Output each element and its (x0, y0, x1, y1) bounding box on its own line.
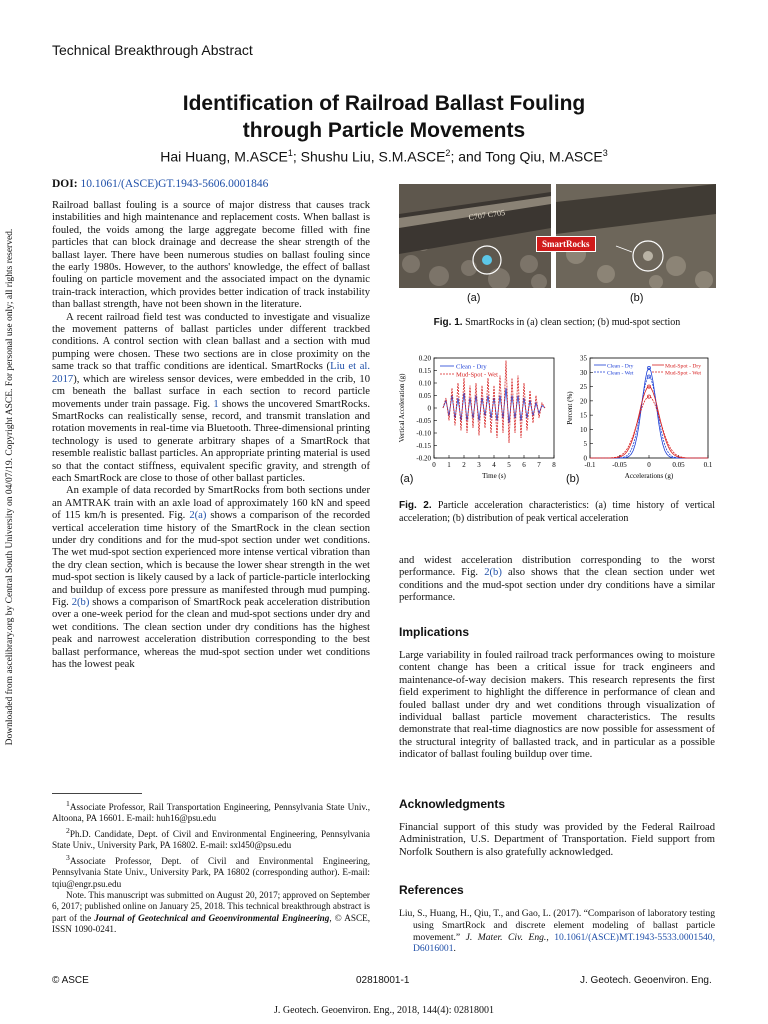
footer-page-id: 02818001-1 (356, 975, 410, 986)
body-left-column (52, 200, 370, 671)
x-tick-label: 0 (432, 461, 436, 469)
manuscript-note (52, 890, 370, 936)
p3-text-a: An example of data recorded by SmartRocks from both sections under an AMTRAK train with an axle load of approximately 160 kN and speed of 115 km/h is presented. Fig. (52, 485, 370, 522)
y-tick-label: -0.05 (416, 417, 431, 425)
y-tick-label: 5 (583, 440, 587, 449)
journal-name: Journal of Geotechnical and Geoenvironmental Engineering (94, 912, 330, 923)
x-tick-label: 3 (477, 461, 481, 469)
footer-copyright: © ASCE (52, 975, 89, 986)
y-tick-label: 0.05 (418, 392, 431, 400)
implications-heading: Implications (399, 625, 470, 639)
download-note: Downloaded from ascelibrary.org by Central South University on 04/07/19. Copyright ASCE. For personal use only; all rights reserved. (5, 228, 15, 746)
paragraph-3 (52, 485, 370, 671)
x-tick-label: 1 (447, 461, 451, 469)
y-tick-label: 0.10 (418, 379, 431, 388)
ref-journal: J. Mater. Civ. Eng. (465, 931, 547, 943)
note-text-b: , © ASCE, ISSN 1090-0241. (52, 912, 370, 935)
x-tick-label: -0.1 (584, 461, 596, 469)
footnote-3-text: Associate Professor, Dept. of Civil and Environmental Engineering, Pennsylvania State Univ., University Park, PA 16802 (corresponding author). E-mail: tqiu@engr.psu.edu (52, 855, 370, 889)
p2-text-a: A recent railroad field test was conducted to investigate and visualize the movement patterns of ballast particles under different trackbed conditions. A control section with clean ballast and a section with mud pumping were chosen. These two sections are in close proximity on the same track so that traffic conditions are identical. SmartRocks ( (52, 311, 370, 373)
x-tick-label: 8 (552, 461, 556, 469)
author-1-affil: 1 (287, 148, 293, 158)
fig2a-ref-link[interactable]: 2(a) (189, 510, 207, 522)
y-tick-label: 35 (580, 354, 587, 363)
p2-text-c: shows the uncovered SmartRocks. SmartRocks can realistically sense, record, and transmit translation and rotation movements in real-time via Bluetooth. Three-dimensional printing technology is used to generate arbitrary shapes of a SmartRock that resemble realistic ballast particles. An appropriate printing material is used so that the contact stiffness, equivalent specific gravity, and strength of each SmartRock are close to those of other ballast particles. (52, 398, 370, 484)
implications-paragraph: Large variability in fouled railroad track performances owing to moisture content change has been a critical issue for track engineers and maintenance-of-way decision makers. This research represents the first field experiment to highlight the difference in performance of clean and fouled ballast under dry and wet conditions through visualization of individual ballast particle movement characteristics. The results demonstrate that real-time diagnostics are now possible for assessment of the structural integrity of ballasted track, and in particular as a possible indicator of ballast fouling buildup over time. (399, 650, 715, 761)
acknowledgments-text (399, 822, 715, 859)
fig2-caption-label: Fig. 2. (399, 500, 432, 511)
doi-label: DOI: (52, 178, 78, 190)
y-tick-label: 0 (583, 454, 587, 463)
y-tick-label: -0.15 (416, 442, 431, 450)
fig1-label-a: (a) (467, 292, 481, 304)
p2-text-b: ), which are wireless sensor devices, were embedded in the crib, 10 cm beneath the ballast surface in each section to record particle movements under train passage. Fig. (52, 373, 370, 410)
x-tick-label: 0.1 (703, 461, 713, 469)
footnote-2-text: Ph.D. Candidate, Dept. of Civil and Environmental Engineering, Pennsylvania State Univ., University Park, PA 16802. E-mail: sxl450@psu.edu (52, 828, 370, 851)
fig2a-chart (392, 350, 560, 490)
y-tick-label: 15 (580, 411, 587, 420)
fig2b-ref-link[interactable]: 2(b) (71, 597, 90, 608)
rail-mark-text: C707 C705 (468, 207, 506, 222)
references-heading: References (399, 883, 464, 897)
y-axis-label: Vertical Acceleration (g) (398, 373, 406, 443)
fig2-caption (399, 500, 715, 525)
curve-clean-wet (590, 377, 708, 458)
legend-label: Mud-Spot - Wet (665, 370, 702, 377)
legend-label: Mud-Spot - Wet (456, 371, 498, 379)
y-tick-label: 0.15 (418, 367, 431, 375)
acknowledgments-paragraph: Financial support of this study was provided by the Federal Railroad Administration, U.S. Department of Transportation. Field support from Norfolk Southern is also gratefully acknowledged. (399, 822, 715, 858)
paper-title (60, 90, 708, 144)
authors (60, 148, 708, 165)
author-3-affil: 3 (602, 148, 608, 158)
p3-text-b: shows a comparison of the recorded vertical acceleration time history of the SmartRock in the clean section under dry conditions and for the mud-spot section under wet conditions. The wet mud-spot section experienced more intense vertical vibration than the dry clean section, which is because the lower shear strength in the wet mud-spot section is likely caused by a lack of particle-particle interlocking and buildup of excess pore pressure as manifested through mud pumping. Fig. (52, 510, 370, 608)
y-tick-label: 0.20 (418, 354, 431, 363)
acknowledgments-heading: Acknowledgments (399, 797, 506, 811)
body-right-continued (399, 555, 715, 605)
cont-text-b: also shows that the clean section under wet conditions and the mud-spot section under dry conditions have a similar performance. (399, 567, 715, 604)
paragraph-1: Railroad ballast fouling is a source of major distress that causes track instabilities and high maintenance and replacement costs. When ballast is fouled, the voids among the large aggregate become filled with fine particles that can block drainage and decrease the shear strength of the ballast layer. There have been numerous studies on ballast fouling since the early 1980s. However, to the authors' knowledge, the effect of ballast fouling on particle movement and the associated impact on the dynamic train-track interaction, which provides better indication of track instability than ballast strength, have not been shown in the literature. (52, 200, 370, 311)
author-1: Hai Huang, M.ASCE (160, 148, 288, 165)
ref-text-b: , (546, 931, 555, 943)
fig2-caption-text: Particle acceleration characteristics: (a) time history of vertical acceleration; (b) distribution of peak vertical acceleration (399, 500, 715, 524)
x-tick-label: -0.05 (612, 461, 627, 469)
y-tick-label: -0.20 (416, 454, 431, 463)
y-tick-label: 10 (580, 425, 587, 434)
author-2-affil: 2 (445, 148, 451, 158)
reference-1 (399, 908, 715, 955)
legend-label: Clean - Dry (456, 363, 487, 371)
fig1-caption (399, 317, 715, 330)
x-axis-label: Accelerations (g) (624, 472, 674, 480)
paragraph-2 (52, 312, 370, 486)
x-tick-label: 4 (492, 461, 496, 469)
curve-mud-spot-dry (590, 387, 708, 458)
smartrocks-badge: SmartRocks (536, 236, 596, 252)
fig2b-ref-link-2[interactable]: 2(b) (484, 567, 502, 579)
y-tick-label: 0 (427, 404, 431, 413)
y-tick-label: 20 (580, 397, 587, 406)
legend-label: Clean - Wet (607, 370, 634, 377)
curve-mud-spot-wet (590, 397, 708, 458)
footnote-3: $^3$Associate Professor, Dept. of Civil and Environmental Engineering, Pennsylvania State Univ., University Park, PA 16802 (corresponding author). E-mail: tqiu@engr.psu.edu (52, 852, 370, 889)
x-axis-label: Time (s) (482, 472, 506, 480)
x-tick-label: 6 (522, 461, 526, 469)
article-type-label: Technical Breakthrough Abstract (52, 42, 253, 58)
paragraph-continued (399, 555, 715, 605)
doi-link[interactable]: 10.1061/(ASCE)GT.1943-5606.0001846 (80, 178, 269, 190)
fig2-label-b: (b) (566, 473, 580, 485)
citation-link[interactable]: Liu et al. 2017 (52, 361, 370, 385)
x-tick-label: 2 (462, 461, 466, 469)
fig2b-chart (560, 350, 718, 490)
footer-citation: J. Geotech. Geoenviron. Eng., 2018, 144(4): 02818001 (274, 1005, 494, 1016)
doi-line (52, 178, 268, 190)
x-tick-label: 0 (647, 461, 651, 469)
fig1-photo-a-art (399, 184, 551, 288)
y-tick-label: 30 (580, 368, 587, 377)
fig1-caption-label: Fig. 1. (433, 317, 463, 328)
references-list (399, 908, 715, 955)
implications-text (399, 650, 715, 762)
fig2-label-a: (a) (400, 473, 414, 485)
title-line-2: through Particle Movements (242, 119, 526, 142)
footnote-1: $^1$Associate Professor, Rail Transportation Engineering, Pennsylvania State Univ., Altoona, PA 16601. E-mail: huh16@psu.edu (52, 799, 370, 824)
fig1-caption-text: SmartRocks in (a) clean section; (b) mud-spot section (462, 317, 681, 328)
fig1-photo-a (399, 184, 551, 288)
ref-text-a: Liu, S., Huang, H., Qiu, T., and Gao, L. (2017). “Comparison of laboratory testing using SmartRock and discrete element modeling of ballast particle movement.” (399, 908, 715, 943)
ref-text-end: . (453, 943, 456, 955)
footnote-2: $^2$Ph.D. Candidate, Dept. of Civil and Environmental Engineering, Pennsylvania State Univ., University Park, PA 16802. E-mail: sxl450@psu.edu (52, 825, 370, 851)
x-tick-label: 0.05 (672, 461, 685, 469)
fig1-ref-link[interactable]: 1 (213, 398, 219, 410)
x-tick-label: 5 (507, 461, 511, 469)
author-2: ; Shushu Liu, S.M.ASCE (292, 148, 446, 165)
cont-text-a: and widest acceleration distribution corresponding to the worst performance. Fig. (399, 555, 715, 579)
title-line-1: Identification of Railroad Ballast Fouling (182, 92, 586, 115)
footnote-1-text: Associate Professor, Rail Transportation Engineering, Pennsylvania State Univ., Altoona, PA 16601. E-mail: huh16@psu.edu (52, 802, 370, 824)
legend-label: Clean - Dry (607, 363, 634, 370)
note-text-a: Note. This manuscript was submitted on August 20, 2017; approved on September 6, 2017; published online on January 25, 2018. This technical breakthrough abstract is part of the (52, 890, 370, 923)
legend-label: Mud-Spot - Dry (665, 363, 702, 370)
ref-doi-link[interactable]: 10.1061/(ASCE)MT.1943-5533.0001540, D6016001 (413, 931, 715, 955)
x-tick-label: 7 (537, 461, 541, 469)
fig1-label-b: (b) (630, 292, 644, 304)
y-tick-label: 25 (580, 383, 587, 392)
y-axis-label: Percent (%) (566, 391, 574, 425)
curve-clean-dry (590, 368, 708, 458)
footnotes (52, 798, 370, 936)
footnote-rule (52, 793, 142, 794)
author-3: ; and Tong Qiu, M.ASCE (450, 148, 603, 165)
p3-text-c: shows a comparison of SmartRock peak acceleration distribution over a one-week period for the clean and mud-spot sections under dry and wet conditions. The clean section under dry conditions has the highest peak and narrowest acceleration distribution corresponding to the best ballast performance, whereas the mud-spot section under wet conditions has the lowest peak (52, 597, 370, 671)
footer-journal: J. Geotech. Geoenviron. Eng. (580, 975, 712, 986)
y-tick-label: -0.10 (416, 429, 431, 438)
